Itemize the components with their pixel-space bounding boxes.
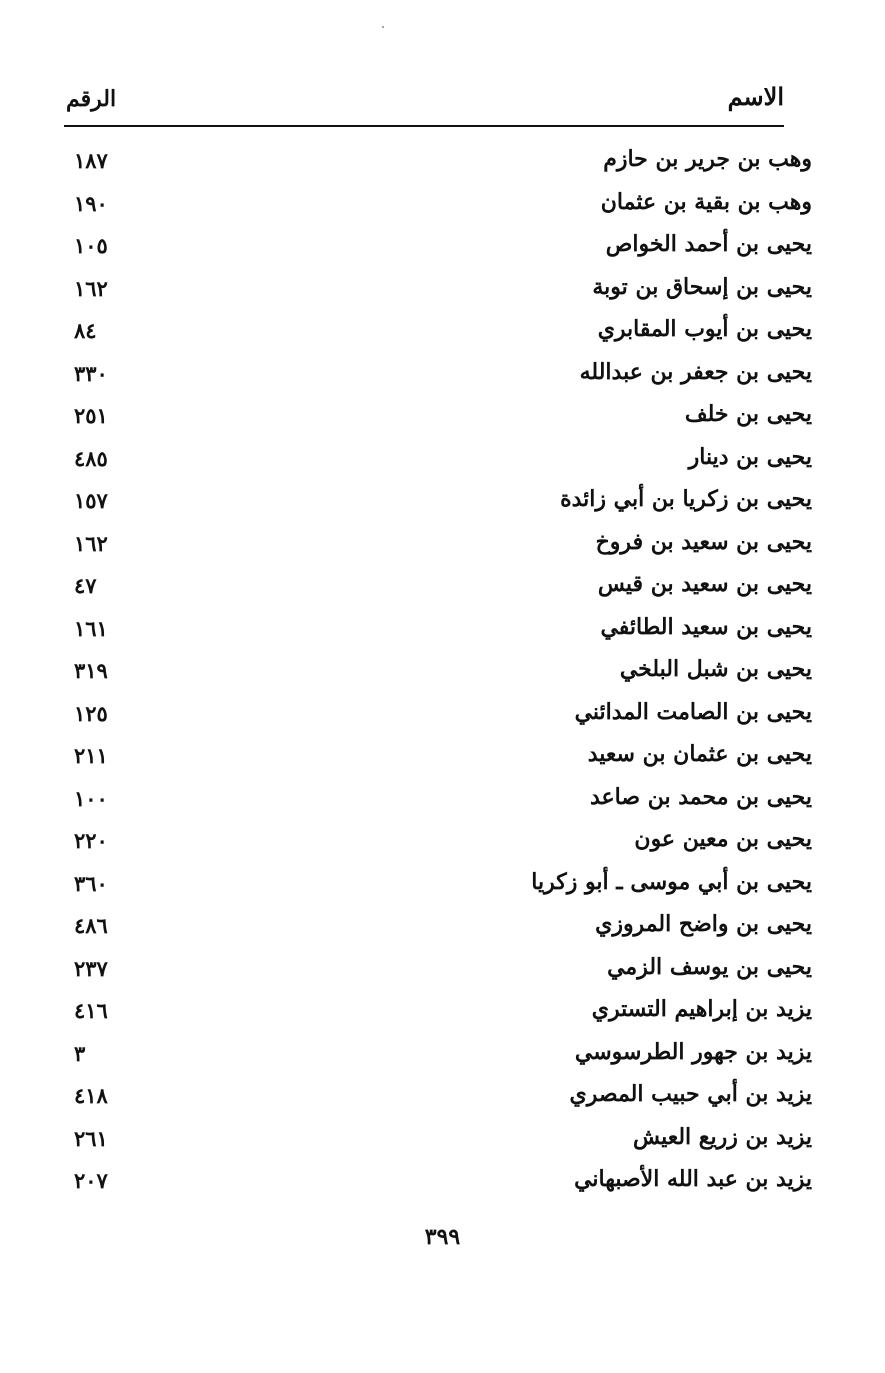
entry-name: يزيد بن إبراهيم التستري	[591, 996, 812, 1022]
index-entry	[70, 268, 812, 311]
entry-name: يحيى بن يوسف الزمي	[607, 953, 812, 980]
header-divider	[64, 125, 784, 127]
entry-number: ١٦١	[74, 615, 108, 641]
entry-number: ١٢٥	[74, 700, 108, 726]
entry-number: ٢٥١	[74, 403, 108, 428]
entry-number: ٨٤	[74, 318, 97, 343]
entry-name: وهب بن جرير بن حازم	[603, 146, 812, 172]
entry-number: ٤١٦	[74, 998, 108, 1023]
entry-name: يحيى بن دينار	[688, 443, 812, 470]
entry-number: ١٠٥	[74, 233, 108, 258]
page-number: ٣٩٩	[424, 1224, 461, 1250]
entry-name: يحيى بن معين عون	[634, 826, 812, 852]
index-entry	[70, 353, 812, 396]
entry-name: يحيى بن زكريا بن أبي زائدة	[560, 486, 812, 512]
number-column-heading: الرقم	[66, 86, 117, 112]
entry-name: يحيى بن إسحاق بن توبة	[592, 273, 812, 300]
index-entry	[70, 140, 812, 183]
name-column-heading: الاسم	[727, 82, 784, 111]
index-entry	[70, 395, 812, 438]
index-entry	[70, 480, 812, 523]
index-entry	[70, 608, 812, 651]
entry-name: يحيى بن خلف	[684, 401, 812, 427]
entry-name: يزيد بن جهور الطرسوسي	[574, 1038, 812, 1065]
entry-number: ١٨٧	[74, 148, 108, 173]
index-header	[64, 82, 784, 122]
entry-name: يزيد بن أبي حبيب المصري	[569, 1081, 812, 1107]
entry-name: وهب بن بقية بن عثمان	[600, 188, 812, 215]
entry-number: ١٩٠	[74, 190, 108, 216]
index-entry	[70, 948, 812, 991]
index-entry	[70, 990, 812, 1033]
entry-name: يحيى بن عثمان بن سعيد	[587, 741, 812, 767]
entry-number: ١٥٧	[74, 488, 108, 513]
index-entry	[70, 183, 812, 226]
entry-name: يزيد بن عبد الله الأصبهاني	[574, 1166, 812, 1192]
entry-number: ٣١٩	[74, 658, 108, 683]
index-entry	[70, 693, 812, 736]
index-entry	[70, 225, 812, 268]
index-entry	[70, 438, 812, 481]
index-entry	[70, 1075, 812, 1118]
entry-number: ٣	[74, 1040, 86, 1066]
entry-number: ١٠٠	[74, 785, 108, 811]
index-entry	[70, 1160, 812, 1203]
entry-number: ٢٣٧	[74, 955, 108, 981]
entry-name: يزيد بن زريع العيش	[633, 1123, 812, 1150]
scan-speck	[382, 26, 384, 28]
entry-number: ٢٢٠	[74, 828, 108, 853]
entry-number: ٤٨٥	[74, 445, 108, 471]
entry-name: يحيى بن سعيد الطائفي	[600, 613, 812, 640]
entry-number: ٤١٨	[74, 1083, 108, 1108]
index-entry	[70, 1118, 812, 1161]
index-entry	[70, 565, 812, 608]
index-entry	[70, 863, 812, 906]
entry-number: ٢٠٧	[74, 1168, 108, 1193]
entry-number: ٤٨٦	[74, 913, 108, 938]
entry-name: يحيى بن جعفر بن عبدالله	[579, 358, 812, 385]
entry-name: يحيى بن واضح المروزي	[595, 911, 812, 937]
index-entry	[70, 820, 812, 863]
entry-number: ٤٧	[74, 573, 97, 598]
index-entry	[70, 310, 812, 353]
entry-number: ٣٣٠	[74, 360, 108, 386]
index-entry	[70, 1033, 812, 1076]
index-entry	[70, 523, 812, 566]
entry-name: يحيى بن سعيد بن فروخ	[595, 528, 812, 555]
index-entry	[70, 650, 812, 693]
entry-name: يحيى بن أبي موسى ـ أبو زكريا	[531, 868, 812, 895]
entry-name: يحيى بن أحمد الخواص	[605, 231, 812, 257]
entry-number: ٣٦٠	[74, 870, 108, 896]
index-entry	[70, 905, 812, 948]
index-entry	[70, 778, 812, 821]
index-entry	[70, 735, 812, 778]
entry-number: ١٦٢	[74, 530, 108, 556]
entry-number: ١٦٢	[74, 275, 108, 301]
entry-number: ٢٦١	[74, 1125, 108, 1151]
entry-name: يحيى بن أيوب المقابري	[597, 316, 812, 342]
entry-name: يحيى بن شبل البلخي	[619, 656, 812, 682]
entry-name: يحيى بن الصامت المدائني	[574, 698, 812, 725]
entry-name: يحيى بن سعيد بن قيس	[597, 571, 812, 597]
index-list	[70, 140, 812, 1203]
entry-number: ٢١١	[74, 743, 108, 768]
entry-name: يحيى بن محمد بن صاعد	[590, 783, 812, 810]
